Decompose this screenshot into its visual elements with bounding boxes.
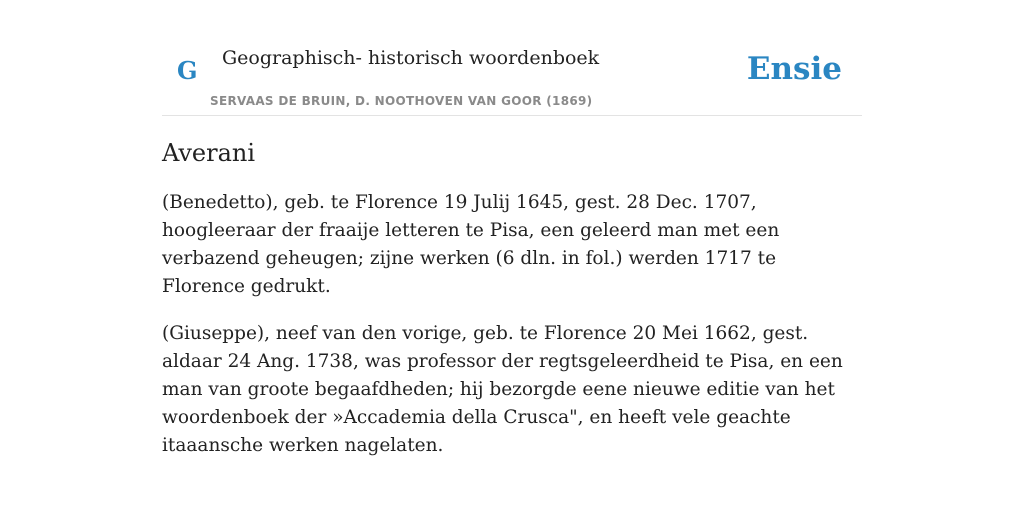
entry-card: [162, 40, 862, 460]
page-header: [162, 40, 862, 116]
entry-title: Averani: [162, 139, 256, 167]
book-logo-icon[interactable]: G: [177, 56, 198, 85]
book-title[interactable]: Geographisch- historisch woordenboek: [222, 47, 600, 69]
entry-paragraph: (Giuseppe), neef van den vorige, geb. te Florence 20 Mei 1662, gest. aldaar 24 Ang. 1738, was professor der regtsgeleerdheid te Pisa, en een man van groote begaafdheden; hij bezorgde eene nieuwe editie van het woordenboek der »Accademia della Crusca", en heeft vele geachte itaaansche werken nagelaten.: [162, 323, 843, 456]
entry-paragraph: (Benedetto), geb. te Florence 19 Julij 1645, gest. 28 Dec. 1707, hoogleeraar der fraaije letteren te Pisa, een geleerd man met een verbazend geheugen; zijne werken (6 dln. in fol.) werden 1717 te Florence gedrukt.: [162, 192, 780, 297]
book-authors: SERVAAS DE BRUIN, D. NOOTHOVEN VAN GOOR (1869): [210, 94, 593, 108]
brand-logo[interactable]: Ensie: [746, 51, 842, 87]
